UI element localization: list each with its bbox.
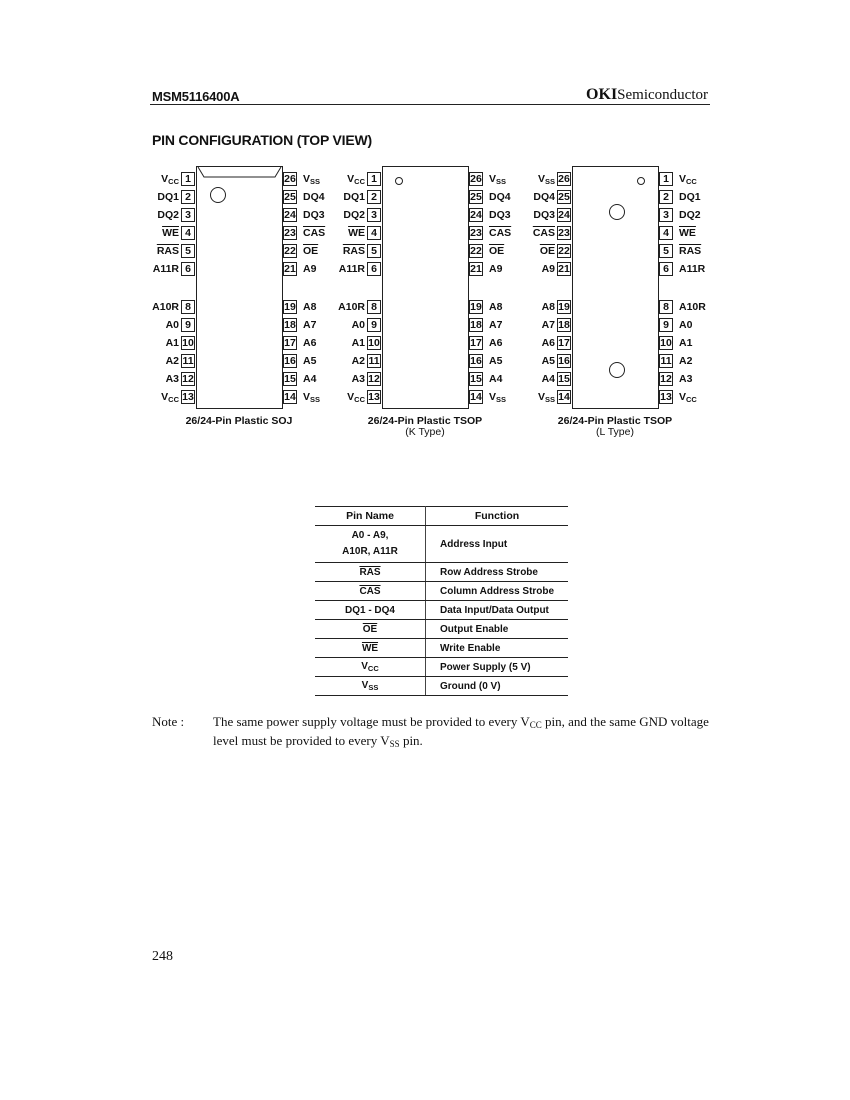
pin-left <box>515 372 571 386</box>
pin-label: DQ2 <box>157 209 179 221</box>
pin-right <box>283 172 320 186</box>
pin-label: A2 <box>679 355 693 367</box>
pin-number-box: 25 <box>284 191 296 203</box>
pin1-index-mark-icon <box>395 177 403 185</box>
pin-label: $V_{SS}$ <box>303 172 321 186</box>
pin-label: A4 <box>303 373 317 385</box>
pin-label: A2 <box>351 355 365 367</box>
pin-left <box>139 190 195 204</box>
pin-number-box: 16 <box>558 355 570 367</box>
pin-right <box>283 190 325 204</box>
package-caption <box>345 416 505 438</box>
page-number: 248 <box>152 949 173 964</box>
pin-left <box>325 336 381 350</box>
pin-number-box: 10 <box>660 337 672 349</box>
pin-left <box>325 190 381 204</box>
pin1-index-mark-icon <box>609 204 625 220</box>
pin-label: A0 <box>679 319 693 331</box>
pin-right <box>469 300 502 314</box>
pin-right <box>283 300 316 314</box>
pin-name-cell: $\overline{CAS}$ <box>315 582 426 601</box>
pin-number-box: 3 <box>659 208 673 222</box>
pin-right <box>283 244 318 258</box>
pin-number-box: 21 <box>284 263 296 275</box>
pin1-index-mark-icon <box>609 362 625 378</box>
pin-number-box: 17 <box>284 337 296 349</box>
pin-name-line: A10R, A11R <box>342 546 398 557</box>
pin-right <box>659 244 701 258</box>
pin-label: A11R <box>152 263 179 275</box>
pin-label: A8 <box>541 301 555 313</box>
pin-left <box>139 336 195 350</box>
pin-left <box>325 262 381 276</box>
pin-label: $V_{CC}$ <box>679 390 697 404</box>
pin-label: A9 <box>489 263 503 275</box>
function-cell: Write Enable <box>426 639 569 658</box>
pin-left <box>139 226 195 240</box>
pin-name-cell: $V_{CC}$ <box>315 658 426 677</box>
pin-label: DQ4 <box>303 191 325 203</box>
package-caption-line: (L Type) <box>596 426 634 438</box>
pin-label: $V_{CC}$ <box>679 172 697 186</box>
pin-number-box: 8 <box>659 300 673 314</box>
pin-label: DQ4 <box>489 191 511 203</box>
brand-logo <box>586 86 708 104</box>
pin-number-box: 11 <box>368 355 380 367</box>
pin-label: A10R <box>152 301 179 313</box>
pin-left <box>139 300 195 314</box>
note-text-part: The same power supply voltage must be provided to every V <box>213 714 530 729</box>
note-text-part: pin, and the same GND voltage level must be provided to every V <box>213 714 709 748</box>
pin-right <box>659 372 692 386</box>
pin-right <box>283 226 325 240</box>
pin-label: $\overline{WE}$ <box>348 227 365 239</box>
function-cell: Power Supply (5 V) <box>426 658 569 677</box>
pin-label: DQ1 <box>343 191 365 203</box>
pin-number-box: 18 <box>470 319 482 331</box>
pin-left <box>515 226 571 240</box>
pin-number-box: 3 <box>367 208 381 222</box>
pin-right <box>659 190 701 204</box>
pin-right <box>469 226 511 240</box>
pin-label: $\overline{WE}$ <box>679 227 696 239</box>
function-cell: Address Input <box>426 526 569 563</box>
pin-label: A0 <box>351 319 365 331</box>
pin-number-box: 15 <box>470 373 482 385</box>
pin-left <box>515 300 571 314</box>
pin-label: DQ1 <box>679 191 701 203</box>
pin-left <box>515 190 571 204</box>
pin-number-box: 19 <box>284 301 296 313</box>
pin-label: $\overline{CAS}$ <box>532 227 555 239</box>
pin-number-box: 14 <box>558 391 570 403</box>
pin-right <box>469 190 511 204</box>
pin-right <box>469 354 502 368</box>
pin-number-box: 12 <box>182 373 194 385</box>
pin-right <box>469 172 506 186</box>
pin-label: A4 <box>489 373 503 385</box>
pin-left <box>139 172 195 186</box>
pin-right <box>659 226 696 240</box>
pin-right <box>659 318 692 332</box>
function-cell: Column Address Strobe <box>426 582 569 601</box>
note-subscript: CC <box>529 720 542 730</box>
pin-right <box>283 208 325 222</box>
pin-left <box>139 372 195 386</box>
pin-label: A8 <box>303 301 317 313</box>
pin-name-cell: DQ1 - DQ4 <box>315 601 426 620</box>
pin-number-box: 25 <box>558 191 570 203</box>
pin-label: A10R <box>338 301 365 313</box>
pin-number-box: 16 <box>284 355 296 367</box>
pin-label: $V_{CC}$ <box>161 172 179 186</box>
pin-label: A3 <box>679 373 693 385</box>
pin-number-box: 18 <box>284 319 296 331</box>
pin-number-box: 1 <box>659 172 673 186</box>
function-cell: Output Enable <box>426 620 569 639</box>
pin-label: $\overline{CAS}$ <box>489 227 512 239</box>
table-row <box>315 563 568 582</box>
pin-label: DQ1 <box>157 191 179 203</box>
function-cell: Ground (0 V) <box>426 677 569 696</box>
pin-right <box>659 172 697 186</box>
pin-label: A11R <box>679 263 706 275</box>
package-caption-line: (K Type) <box>405 426 445 438</box>
table-row <box>315 620 568 639</box>
pin-left <box>139 354 195 368</box>
pin-label: A10R <box>679 301 706 313</box>
pin-right <box>469 244 504 258</box>
header-function: Function <box>426 507 569 526</box>
pin-label: A1 <box>351 337 365 349</box>
pin-number-box: 23 <box>558 227 570 239</box>
pin-number-box: 9 <box>659 318 673 332</box>
pin-number-box: 6 <box>367 262 381 276</box>
pin-label: A3 <box>351 373 365 385</box>
pin-label: A6 <box>489 337 503 349</box>
pin-right <box>469 372 502 386</box>
pin-label: A1 <box>679 337 693 349</box>
pin-number-box: 2 <box>367 190 381 204</box>
pin-number-box: 19 <box>470 301 482 313</box>
table-header-row <box>315 507 568 526</box>
pin-number-box: 26 <box>558 173 570 185</box>
pin-right <box>469 262 502 276</box>
pin-label: A4 <box>541 373 555 385</box>
pin-left <box>325 300 381 314</box>
pin-label: A6 <box>303 337 317 349</box>
pin-label: $\overline{OE}$ <box>489 245 505 257</box>
pin-right <box>283 318 316 332</box>
pin-number-box: 11 <box>182 355 194 367</box>
pin-number-box: 16 <box>470 355 482 367</box>
pin-number-box: 17 <box>470 337 482 349</box>
pin-right <box>283 390 320 404</box>
pin-label: A5 <box>303 355 317 367</box>
pin-number-box: 23 <box>284 227 296 239</box>
pin-label: $V_{CC}$ <box>161 390 179 404</box>
pin-number-box: 26 <box>284 173 296 185</box>
pin-number-box: 18 <box>558 319 570 331</box>
pin-number-box: 8 <box>367 300 381 314</box>
pin-label: $\overline{CAS}$ <box>303 227 326 239</box>
pin-number-box: 2 <box>181 190 195 204</box>
pin-label: $V_{SS}$ <box>537 172 555 186</box>
pin-right <box>469 390 506 404</box>
pin-label: $\overline{OE}$ <box>539 245 555 257</box>
pin-label: A9 <box>541 263 555 275</box>
pin-right <box>659 336 692 350</box>
pin-label: A1 <box>165 337 179 349</box>
pin-number-box: 21 <box>470 263 482 275</box>
pin-right <box>469 336 502 350</box>
pin-number-box: 14 <box>284 391 296 403</box>
pin-label: DQ4 <box>533 191 555 203</box>
pin-label: $\overline{RAS}$ <box>679 245 702 257</box>
brand-suffix: Semiconductor <box>617 87 708 103</box>
pin-number-box: 11 <box>660 355 672 367</box>
pin-number-box: 15 <box>558 373 570 385</box>
pin-label: $V_{CC}$ <box>347 390 365 404</box>
pin-number-box: 5 <box>367 244 381 258</box>
pin-left <box>139 318 195 332</box>
pin-label: A6 <box>541 337 555 349</box>
pin-label: $\overline{OE}$ <box>303 245 319 257</box>
pin-number-box: 10 <box>368 337 380 349</box>
pin-label: A11R <box>338 263 365 275</box>
pin-left <box>515 262 571 276</box>
pin-number-box: 4 <box>367 226 381 240</box>
table-row <box>315 601 568 620</box>
pin-number-box: 13 <box>368 391 380 403</box>
pin-left <box>515 336 571 350</box>
pin-right <box>659 300 706 314</box>
pin-right <box>283 262 316 276</box>
pin-right <box>469 318 502 332</box>
pin-label: A7 <box>489 319 503 331</box>
pin-left <box>515 390 571 404</box>
package-caption <box>159 416 319 427</box>
pin-number-box: 6 <box>659 262 673 276</box>
pin-number-box: 1 <box>367 172 381 186</box>
part-number: MSM5116400A <box>152 89 240 104</box>
pin-number-box: 21 <box>558 263 570 275</box>
pin-left <box>325 390 381 404</box>
pin-number-box: 14 <box>470 391 482 403</box>
pin-number-box: 1 <box>181 172 195 186</box>
pin-label: $V_{SS}$ <box>489 390 507 404</box>
pin-name-cell: $\overline{RAS}$ <box>315 563 426 582</box>
pin-left <box>139 244 195 258</box>
pin-label: A3 <box>165 373 179 385</box>
pin-number-box: 13 <box>660 391 672 403</box>
pin-right <box>659 208 701 222</box>
pin-right <box>659 390 697 404</box>
pin-right <box>283 354 316 368</box>
note-label: Note : <box>152 714 185 729</box>
pin-left <box>515 354 571 368</box>
pin-number-box: 8 <box>181 300 195 314</box>
pin-label: A2 <box>165 355 179 367</box>
pin-name-cell: $\overline{WE}$ <box>315 639 426 658</box>
pin-number-box: 26 <box>470 173 482 185</box>
pin-label: A8 <box>489 301 503 313</box>
pin1-index-mark-icon <box>637 177 645 185</box>
pin-number-box: 2 <box>659 190 673 204</box>
pin-label: A5 <box>541 355 555 367</box>
pin-left <box>139 208 195 222</box>
pin-number-box: 15 <box>284 373 296 385</box>
pin-left <box>325 226 381 240</box>
pin-name-line: A0 - A9, <box>351 530 389 541</box>
pin-right <box>469 208 511 222</box>
pin-name-cell <box>315 526 426 563</box>
pin-right <box>283 336 316 350</box>
pin-number-box: 19 <box>558 301 570 313</box>
pin-left <box>325 372 381 386</box>
note-subscript: SS <box>389 739 400 749</box>
pin-label: $V_{SS}$ <box>489 172 507 186</box>
pin-left <box>325 208 381 222</box>
pin-right <box>283 372 316 386</box>
chip-body <box>382 166 469 409</box>
pin-left <box>139 390 195 404</box>
pin-number-box: 12 <box>660 373 672 385</box>
header-divider <box>150 104 710 105</box>
pin-number-box: 24 <box>284 209 296 221</box>
pin-left <box>325 318 381 332</box>
pin-label: A9 <box>303 263 317 275</box>
pin-number-box: 5 <box>659 244 673 258</box>
table-row <box>315 526 568 563</box>
header-pin-name: Pin Name <box>315 507 426 526</box>
pin-label: A7 <box>541 319 555 331</box>
pin-label: $\overline{RAS}$ <box>342 245 365 257</box>
table-row <box>315 582 568 601</box>
pin-number-box: 9 <box>367 318 381 332</box>
pin-number-box: 9 <box>181 318 195 332</box>
pin-label: A5 <box>489 355 503 367</box>
pin-name-cell: $\overline{OE}$ <box>315 620 426 639</box>
pin-label: A0 <box>165 319 179 331</box>
section-title: PIN CONFIGURATION (TOP VIEW) <box>152 132 372 148</box>
pin-number-box: 6 <box>181 262 195 276</box>
pin-label: DQ3 <box>303 209 325 221</box>
pin-left <box>325 244 381 258</box>
pin-number-box: 25 <box>470 191 482 203</box>
pin-label: DQ3 <box>489 209 511 221</box>
pin-number-box: 23 <box>470 227 482 239</box>
pin-name-cell: $V_{SS}$ <box>315 677 426 696</box>
pin-number-box: 24 <box>558 209 570 221</box>
pin-number-box: 4 <box>659 226 673 240</box>
pin-number-box: 4 <box>181 226 195 240</box>
pin-number-box: 22 <box>284 245 296 257</box>
brand-name: OKI <box>586 86 618 103</box>
pin-label: DQ2 <box>343 209 365 221</box>
pin-number-box: 10 <box>182 337 194 349</box>
pin-number-box: 13 <box>182 391 194 403</box>
package-caption-line: 26/24-Pin Plastic SOJ <box>185 415 293 427</box>
note-text <box>213 714 723 752</box>
pin-left <box>325 172 381 186</box>
package-caption-line: 26/24-Pin Plastic TSOP <box>557 415 673 427</box>
pin-number-box: 17 <box>558 337 570 349</box>
pin-left <box>515 318 571 332</box>
pin1-index-mark-icon <box>210 187 226 203</box>
package-caption-line: 26/24-Pin Plastic TSOP <box>367 415 483 427</box>
pin-right <box>659 354 692 368</box>
pin-number-box: 12 <box>368 373 380 385</box>
pin-label: DQ2 <box>679 209 701 221</box>
pin-number-box: 5 <box>181 244 195 258</box>
pin-left <box>325 354 381 368</box>
pin-label: $\overline{RAS}$ <box>156 245 179 257</box>
pin-label: $V_{CC}$ <box>347 172 365 186</box>
function-cell: Data Input/Data Output <box>426 601 569 620</box>
pin-number-box: 22 <box>470 245 482 257</box>
pin-label: A7 <box>303 319 317 331</box>
pin-number-box: 22 <box>558 245 570 257</box>
pin-left <box>515 244 571 258</box>
pin-number-box: 24 <box>470 209 482 221</box>
table-row <box>315 639 568 658</box>
pin-left <box>515 208 571 222</box>
note-text-part: pin. <box>399 733 423 748</box>
pin-left <box>139 262 195 276</box>
pin-label: $V_{SS}$ <box>537 390 555 404</box>
chip-body <box>196 166 283 409</box>
pin-right <box>659 262 705 276</box>
package-bevel-icon <box>196 166 283 180</box>
function-cell: Row Address Strobe <box>426 563 569 582</box>
table-row <box>315 658 568 677</box>
pin-label: DQ3 <box>533 209 555 221</box>
pin-number-box: 3 <box>181 208 195 222</box>
pin-function-table <box>315 506 568 696</box>
table-row <box>315 677 568 696</box>
pin-label: $V_{SS}$ <box>303 390 321 404</box>
package-caption <box>535 416 695 438</box>
pin-left <box>515 172 571 186</box>
pin-label: $\overline{WE}$ <box>162 227 179 239</box>
